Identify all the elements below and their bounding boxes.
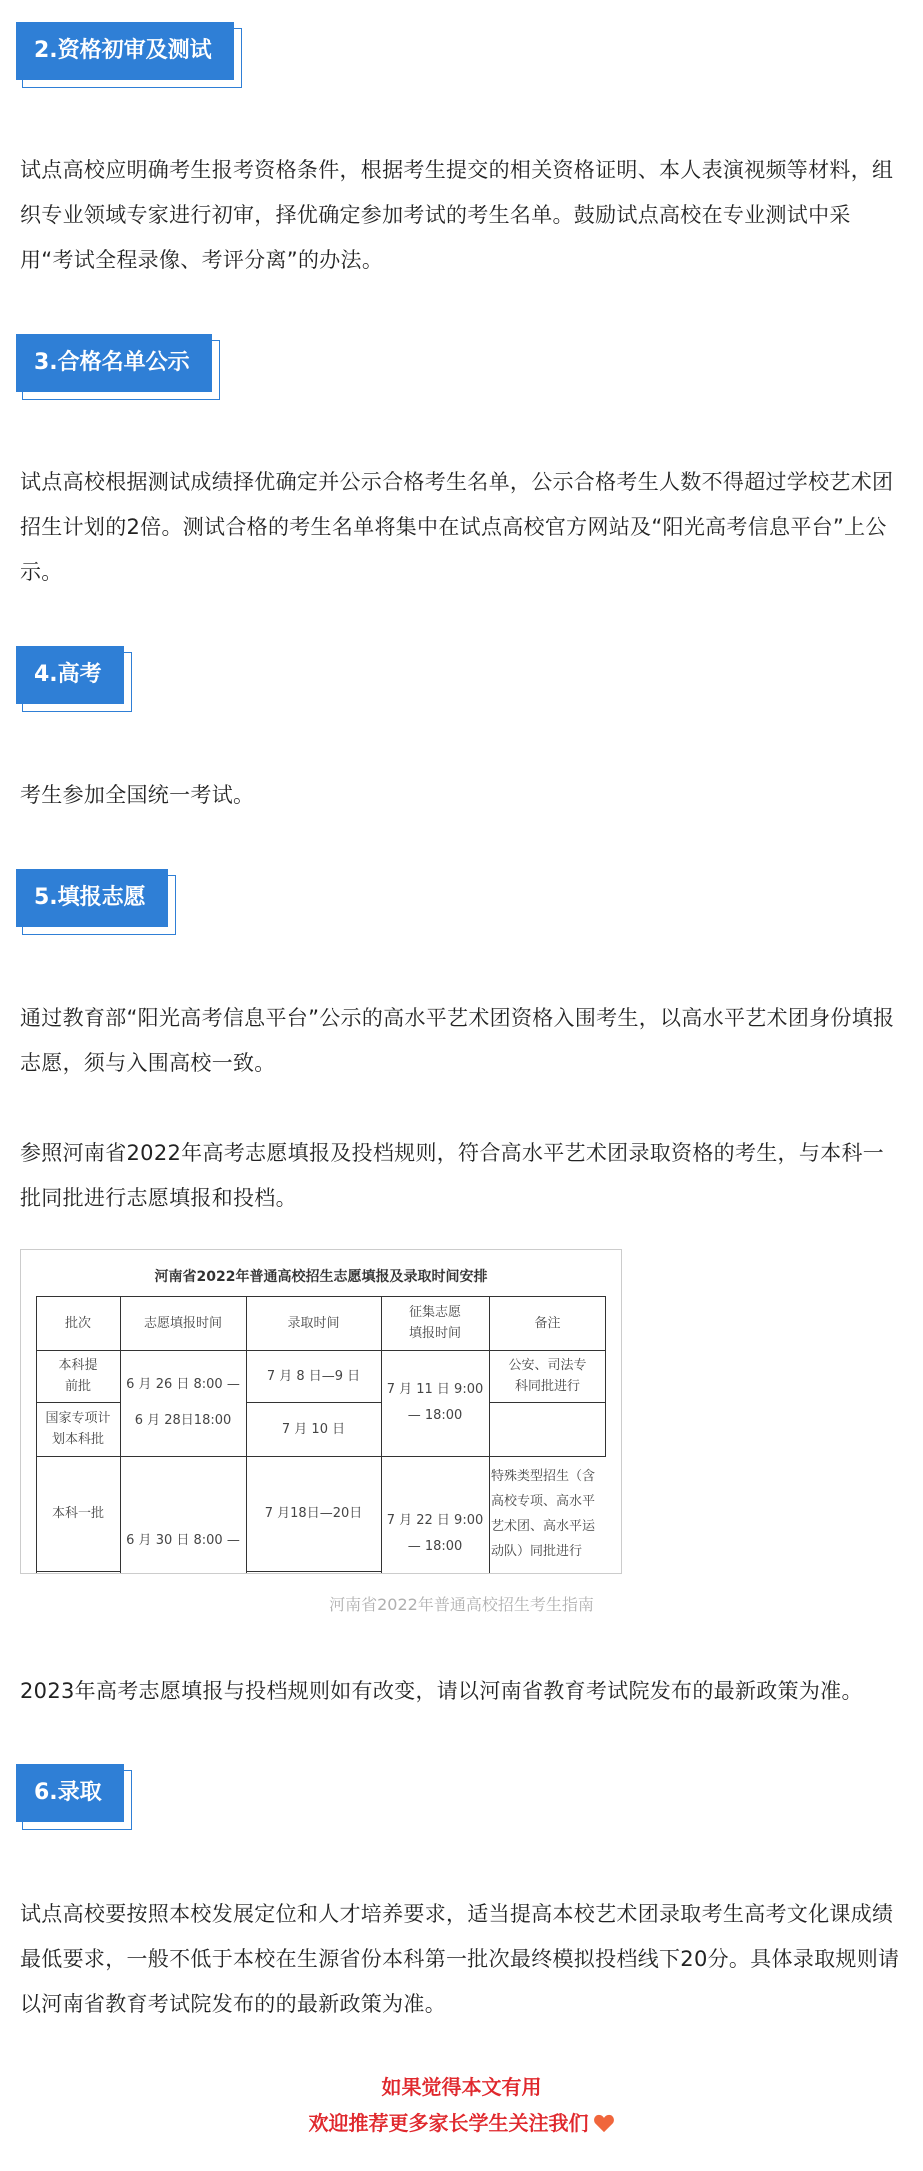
admit-cell: 7 月18日—20日 <box>264 1506 363 1521</box>
table-title: 河南省2022年普通高校招生志愿填报及录取时间安排 <box>154 1269 488 1285</box>
image-caption: 河南省2022年普通高校招生考生指南 <box>329 1595 594 1614</box>
fill-time-cell: 6 月 30 日 8:00 — <box>126 1533 240 1548</box>
section-tag-4 <box>16 646 124 704</box>
note-cell: 公安、司法专科同批进行 <box>508 1358 587 1394</box>
collect-time-cell: 7 月 22 日 9:00 — 18:00 <box>386 1512 484 1554</box>
section-label: 5.填报志愿 <box>16 869 168 927</box>
paragraph: 考生参加全国统一考试。 <box>20 783 255 807</box>
admit-cell: 7 月 8 日—9 日 <box>266 1368 361 1384</box>
batch-cell: 本科提前批 <box>58 1358 98 1394</box>
note-cell: 特殊类型招生（含高校专项、高水平艺术团、高水平运动队）同批进行 <box>491 1468 596 1559</box>
admit-cell: 7 月 10 日 <box>281 1421 346 1437</box>
section-label: 3.合格名单公示 <box>16 334 212 392</box>
schedule-table-image <box>20 1249 622 1574</box>
header-cell: 志愿填报时间 <box>143 1315 222 1331</box>
section-tag-6 <box>16 1764 124 1822</box>
section-label: 6.录取 <box>16 1764 124 1822</box>
note-cell <box>489 1402 606 1456</box>
batch-cell: 本科一批 <box>51 1506 104 1521</box>
paragraph: 试点高校根据测试成绩择优确定并公示合格考生名单，公示合格考生人数不得超过学校艺术团招生计划的2倍。测试合格的考生名单将集中在试点高校官方网站及“阳光高考信息平台”上公示。 <box>20 470 894 584</box>
heart-icon <box>593 2113 615 2133</box>
paragraph: 参照河南省2022年高考志愿填报及投档规则，符合高水平艺术团录取资格的考生，与本科一批同批进行志愿填报和投档。 <box>20 1141 885 1210</box>
batch-cell: 国家专项计划本科批 <box>45 1411 111 1447</box>
collect-time-cell: 7 月 11 日 9:00 — 18:00 <box>386 1382 484 1423</box>
section-tag-5 <box>16 869 168 927</box>
header-cell: 录取时间 <box>287 1315 340 1331</box>
paragraph: 试点高校应明确考生报考资格条件，根据考生提交的相关资格证明、本人表演视频等材料，组织专业领域专家进行初审，择优确定参加考试的考生名单。鼓励试点高校在专业测试中采用“考试全程录像、考评分离”的办法。 <box>20 158 894 272</box>
fill-time-cell: 6 月 26 日 8:00 — 6 月 28日18:00 <box>126 1377 240 1428</box>
schedule-table <box>36 1296 606 1574</box>
section-tag-3 <box>16 334 212 392</box>
header-cell: 征集志愿填报时间 <box>408 1305 461 1341</box>
section-label: 4.高考 <box>16 646 124 704</box>
header-cell: 备注 <box>534 1315 561 1331</box>
paragraph: 试点高校要按照本校发展定位和人才培养要求，适当提高本校艺术团录取考生高考文化课成绩最低要求，一般不低于本校在生源省份本科第一批次最终模拟投档线下20分。具体录取规则请以河南省教育考试院发布的的最新政策为准。 <box>20 1902 900 2016</box>
section-tag-2 <box>16 22 234 80</box>
footer-line-2 <box>0 2108 923 2138</box>
footer-text: 欢迎推荐更多家长学生关注我们 <box>308 2111 589 2135</box>
section-label: 2.资格初审及测试 <box>16 22 234 80</box>
footer-line-1: 如果觉得本文有用 <box>381 2075 542 2099</box>
header-cell: 批次 <box>64 1315 91 1331</box>
paragraph: 通过教育部“阳光高考信息平台”公示的高水平艺术团资格入围考生，以高水平艺术团身份填报志愿，须与入围高校一致。 <box>20 1006 895 1075</box>
paragraph: 2023年高考志愿填报与投档规则如有改变，请以河南省教育考试院发布的最新政策为准。 <box>20 1679 863 1703</box>
